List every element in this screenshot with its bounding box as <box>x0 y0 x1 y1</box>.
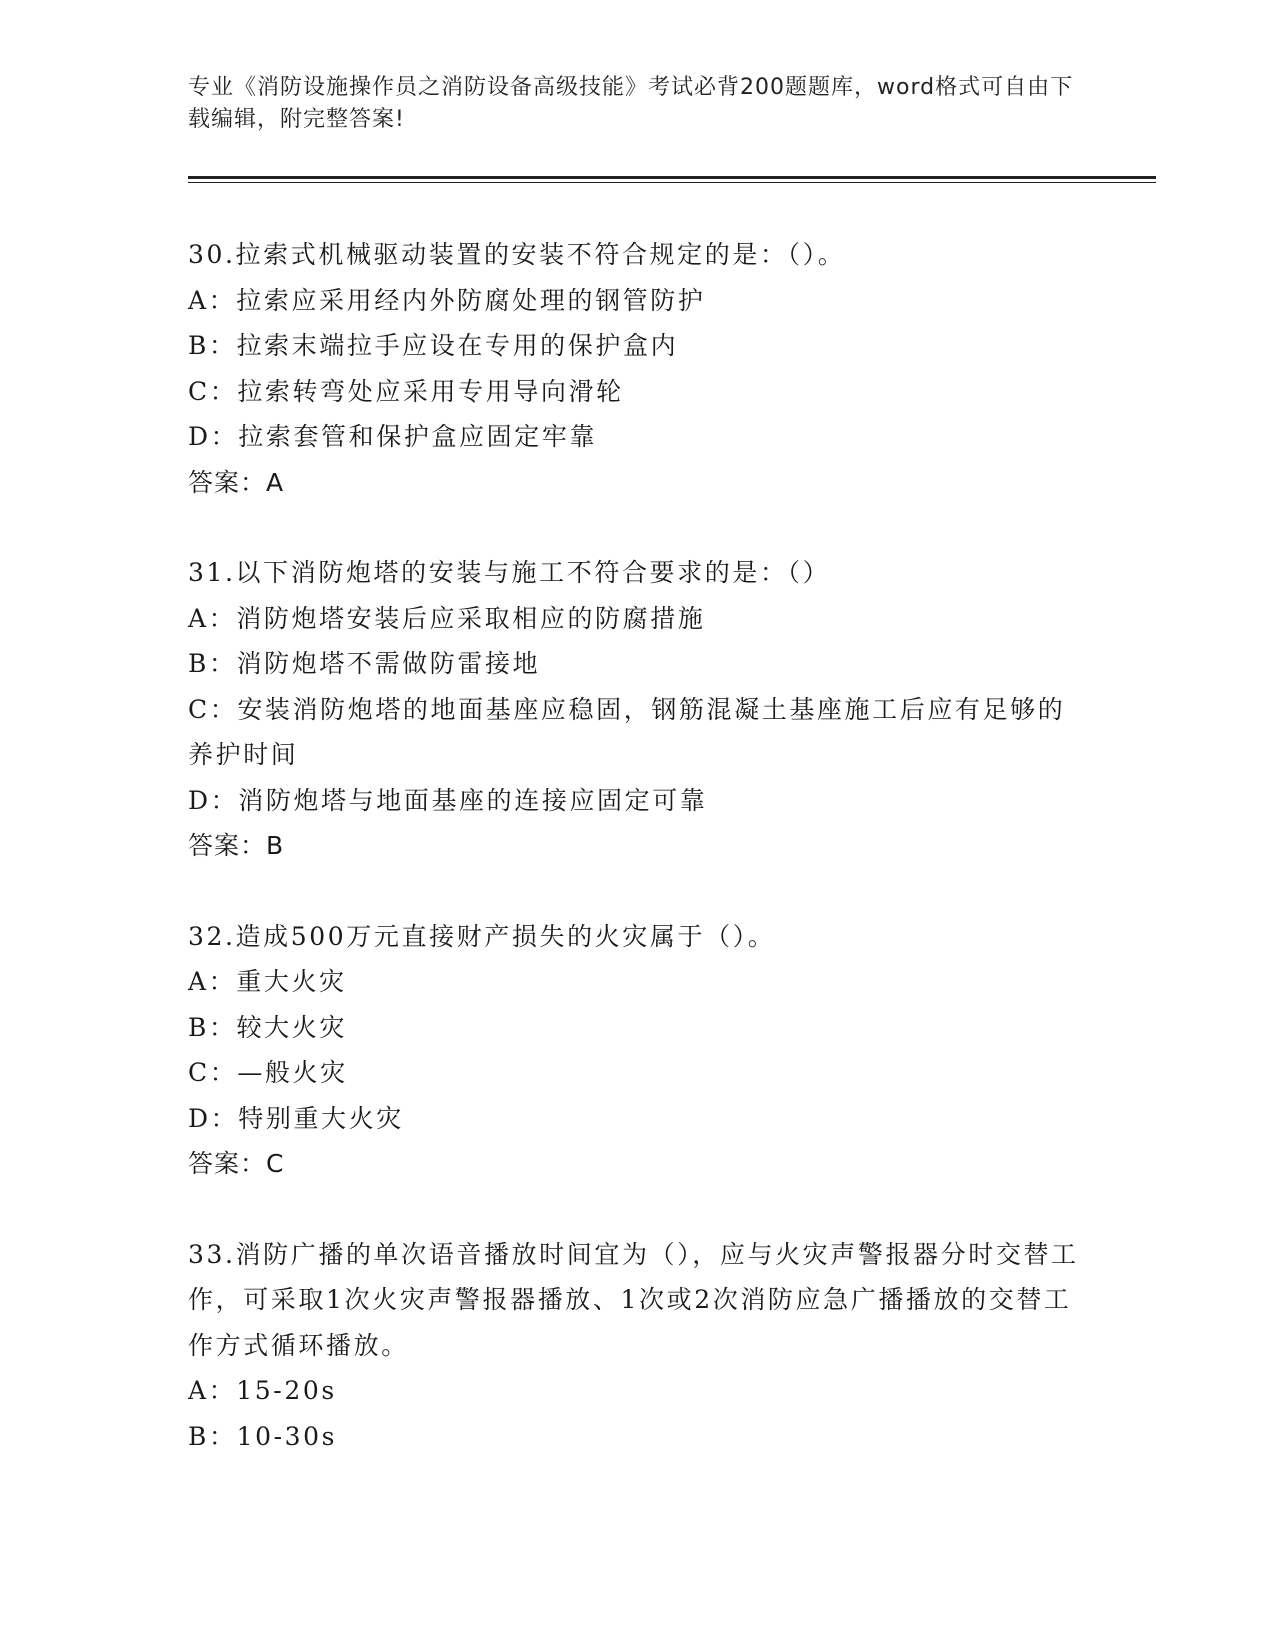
option-c: C：—般火灾 <box>188 1058 348 1087</box>
question-32 <box>188 914 1088 1187</box>
header-divider-thick <box>188 176 1156 179</box>
option-d: D：消防炮塔与地面基座的连接应固定可靠 <box>188 785 708 815</box>
document-header: 专业《消防设施操作员之消防设备高级技能》考试必背200题题库，word格式可自由下载编辑，附完整答案! <box>188 75 1074 132</box>
question-stem: 31.以下消防炮塔的安装与施工不符合要求的是：（） <box>188 558 831 587</box>
option-a: A：15-20s <box>188 1376 337 1405</box>
question-stem: 32.造成500万元直接财产损失的火灾属于（）。 <box>188 921 776 951</box>
option-a: A：拉索应采用经内外防腐处理的钢管防护 <box>188 285 706 315</box>
answer: 答案：A <box>188 467 285 497</box>
question-list <box>188 232 1088 1504</box>
option-b: B：拉索末端拉手应设在专用的保护盒内 <box>188 331 679 360</box>
option-a: A：消防炮塔安装后应采取相应的防腐措施 <box>188 603 706 633</box>
question-stem: 33.消防广播的单次语音播放时间宜为（），应与火灾声警报器分时交替工作，可采取1次火灾声警报器播放、1次或2次消防应急广播播放的交替工作方式循环播放。 <box>188 1239 1079 1360</box>
option-c: C：安装消防炮塔的地面基座应稳固，钢筋混凝土基座施工后应有足够的养护时间 <box>188 694 1066 769</box>
question-33 <box>188 1232 1088 1460</box>
answer: 答案：C <box>188 1149 285 1178</box>
option-b: B：较大火灾 <box>188 1012 347 1042</box>
answer: 答案：B <box>188 831 285 860</box>
option-b: B：消防炮塔不需做防雷接地 <box>188 649 541 678</box>
question-stem: 30.拉索式机械驱动装置的安装不符合规定的是：（）。 <box>188 240 846 269</box>
header-divider-thin <box>188 182 1156 183</box>
option-c: C：拉索转弯处应采用专用导向滑轮 <box>188 376 624 406</box>
option-d: D：特别重大火灾 <box>188 1103 404 1133</box>
option-b: B：10-30s <box>188 1421 338 1451</box>
question-31 <box>188 550 1088 869</box>
option-d: D：拉索套管和保护盒应固定牢靠 <box>188 422 598 451</box>
question-30 <box>188 232 1088 505</box>
option-a: A：重大火灾 <box>188 967 347 996</box>
